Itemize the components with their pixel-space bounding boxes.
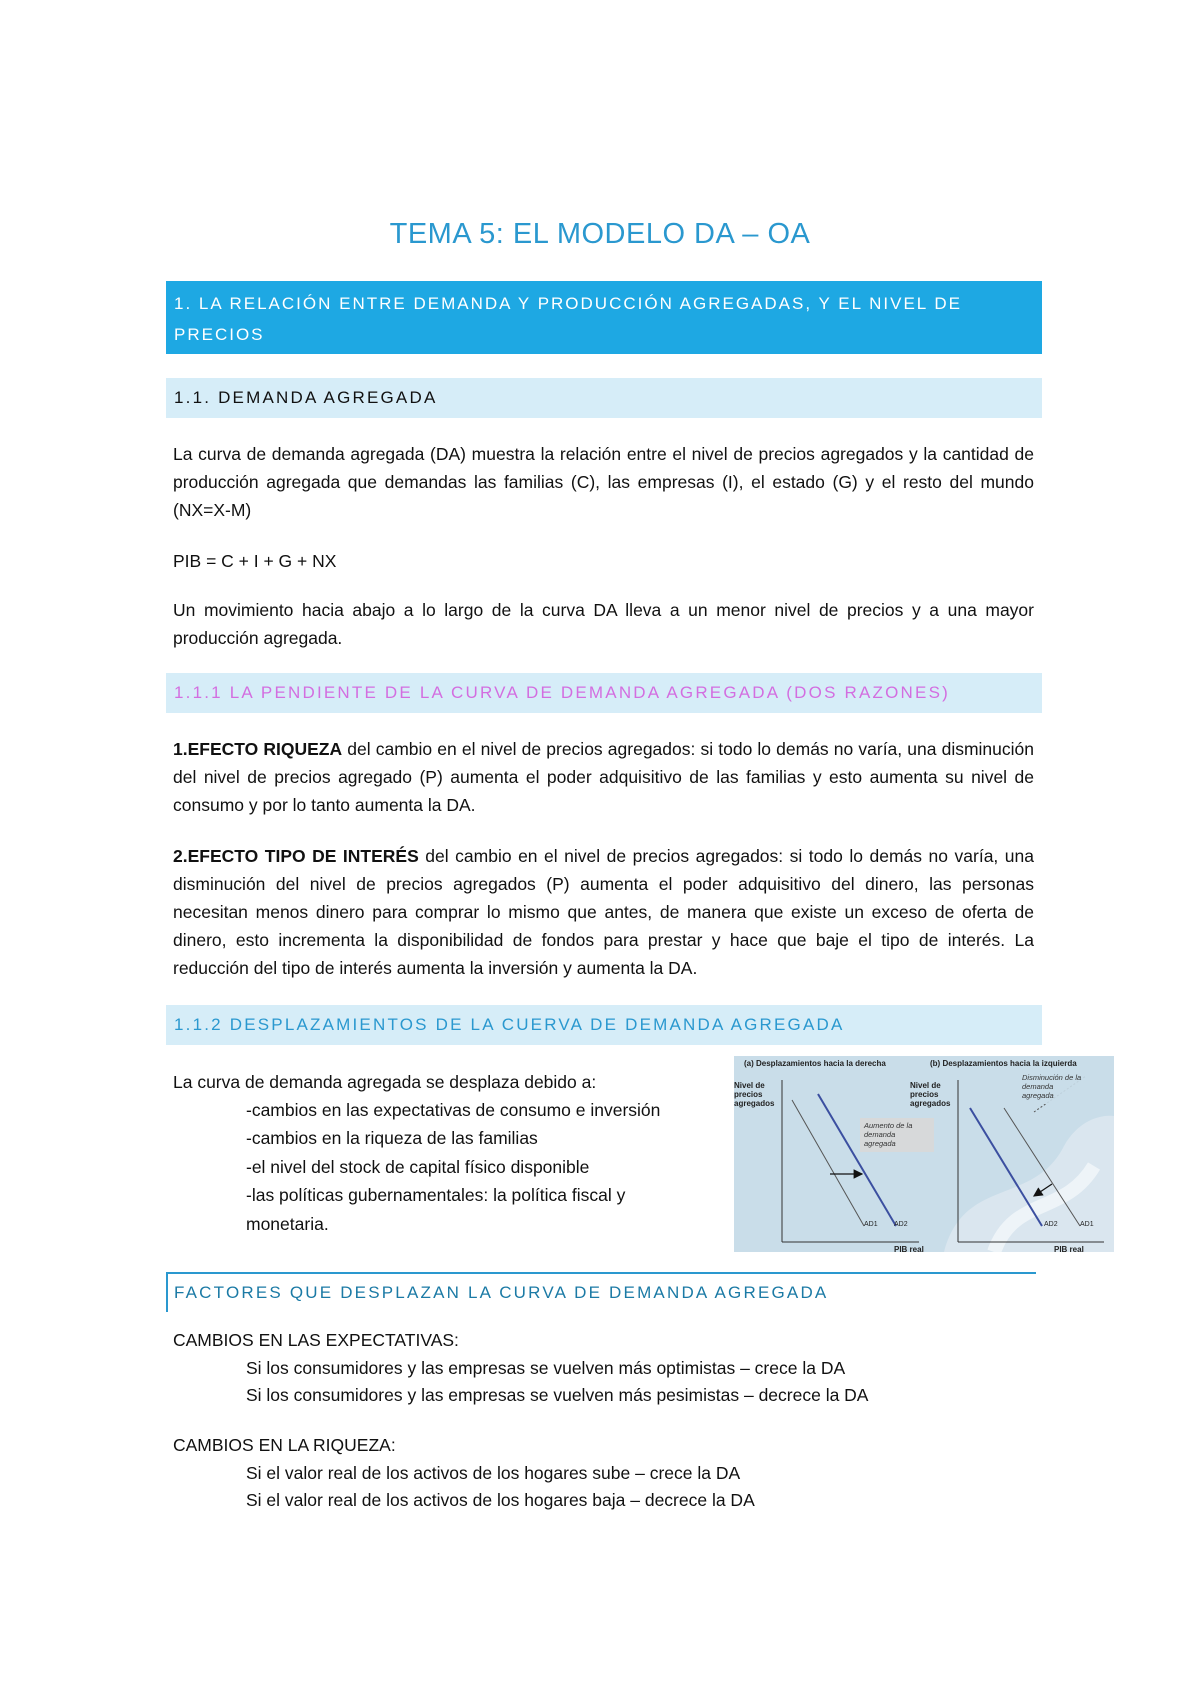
panel-a-ad2-curve [818, 1094, 896, 1226]
riqueza-item: Si el valor real de los activos de los hogares sube – crece la DA [246, 1463, 741, 1483]
panel-b-annotation: Disminución de la [1022, 1073, 1082, 1082]
panel-b-annotation: demanda [1022, 1082, 1054, 1091]
desplaza-intro: La curva de demanda agregada se desplaza debido a: [173, 1072, 597, 1092]
panel-b-title: (b) Desplazamientos hacia la izquierda [930, 1059, 1077, 1068]
factores-heading: FACTORES QUE DESPLAZAN LA CURVA DE DEMANDA AGREGADA [166, 1272, 1036, 1312]
panel-b-y-label: precios [910, 1090, 939, 1099]
panel-a-annotation: demanda [864, 1130, 896, 1139]
desplaza-item: -cambios en las expectativas de consumo e inversión [246, 1100, 661, 1120]
desplaza-item: -cambios en la riqueza de las familias [246, 1128, 538, 1148]
riqueza-heading: CAMBIOS EN LA RIQUEZA: [173, 1435, 396, 1455]
ad-shift-diagram [734, 1056, 1114, 1252]
paragraph-movimiento: Un movimiento hacia abajo a lo largo de la curva DA lleva a un menor nivel de precios y a una mayor producción agregada. [173, 600, 1034, 648]
section-heading-1: 1. LA RELACIÓN ENTRE DEMANDA Y PRODUCCIÓN AGREGADAS, Y EL NIVEL DE PRECIOS [166, 281, 1042, 354]
expectativas-heading: CAMBIOS EN LAS EXPECTATIVAS: [173, 1330, 459, 1350]
paragraph-pib: PIB = C + I + G + NX [173, 551, 337, 571]
panel-a-y-label: precios [734, 1090, 763, 1099]
expectativas-item: Si los consumidores y las empresas se vuelven más optimistas – crece la DA [246, 1358, 846, 1378]
desplaza-item: -el nivel del stock de capital físico disponible [246, 1157, 590, 1177]
expectativas-item: Si los consumidores y las empresas se vuelven más pesimistas – decrece la DA [246, 1385, 869, 1405]
paragraph-efecto-interes [173, 842, 1034, 982]
panel-b-x-label: PIB real [1054, 1245, 1084, 1252]
subsection-heading-desplazamientos: 1.1.2 DESPLAZAMIENTOS DE LA CUERVA DE DEMANDA AGREGADA [166, 1005, 1042, 1045]
panel-a-title: (a) Desplazamientos hacia la derecha [744, 1059, 886, 1068]
panel-b-ad2-label: AD2 [1044, 1221, 1058, 1228]
desplaza-item: monetaria. [246, 1214, 329, 1234]
panel-a-x-label: PIB real [894, 1245, 924, 1252]
ad-shift-figure [734, 1056, 1114, 1252]
panel-a-ad2-label: AD2 [894, 1221, 908, 1228]
panel-a-annotation: Aumento de la [864, 1121, 913, 1130]
panel-a-y-label: agregados [734, 1099, 775, 1108]
panel-b-annotation: agregada [1022, 1091, 1054, 1100]
panel-b-ad1-label: AD1 [1080, 1221, 1094, 1228]
panel-a-y-label: Nivel de [734, 1081, 765, 1090]
riqueza-item: Si el valor real de los activos de los hogares baja – decrece la DA [246, 1490, 755, 1510]
panel-b-y-label: agregados [910, 1099, 951, 1108]
paragraph-intro: La curva de demanda agregada (DA) muestra la relación entre el nivel de precios agregados y la cantidad de producción agregada que demandas las familias (C), las empresas (I), el estado (G) y el resto del mundo (NX=X-M) [173, 444, 1034, 520]
efecto-interes-label: 2.EFECTO TIPO DE INTERÉS [173, 846, 419, 866]
efecto-interes-text: del cambio en el nivel de precios agregados: si todo lo demás no varía, una disminución del nivel de precios agregados (P) aumenta el poder adquisitivo del dinero, las personas necesitan menos dinero para comprar lo mismo que antes, de manera que existe un exceso de oferta de dinero, esto incrementa la disponibilidad de fondos para prestar y hace que baje el tipo de interés. La reducción del tipo de interés aumenta la inversión y aumenta la DA. [173, 846, 1034, 978]
efecto-riqueza-label: 1.EFECTO RIQUEZA [173, 739, 343, 759]
subsection-heading-pendiente: 1.1.1 LA PENDIENTE DE LA CURVA DE DEMANDA AGREGADA (DOS RAZONES) [166, 673, 1042, 713]
efecto-riqueza-text: del cambio en el nivel de precios agregados: si todo lo demás no varía, una disminución del nivel de precios agregado (P) aumenta el poder adquisitivo de las familias y esto aumenta su nivel de consumo y por lo tanto aumenta la DA. [173, 739, 1034, 815]
panel-a-ad1-label: AD1 [864, 1221, 878, 1228]
page-title: TEMA 5: EL MODELO DA – OA [389, 218, 811, 250]
panel-a-ad1-curve [792, 1100, 864, 1226]
panel-a-annotation: agregada [864, 1139, 896, 1148]
subsection-heading-demanda: 1.1. DEMANDA AGREGADA [166, 378, 1042, 418]
panel-b-y-label: Nivel de [910, 1081, 941, 1090]
desplaza-item: -las políticas gubernamentales: la política fiscal y [246, 1185, 626, 1205]
paragraph-efecto-riqueza [173, 735, 1034, 819]
